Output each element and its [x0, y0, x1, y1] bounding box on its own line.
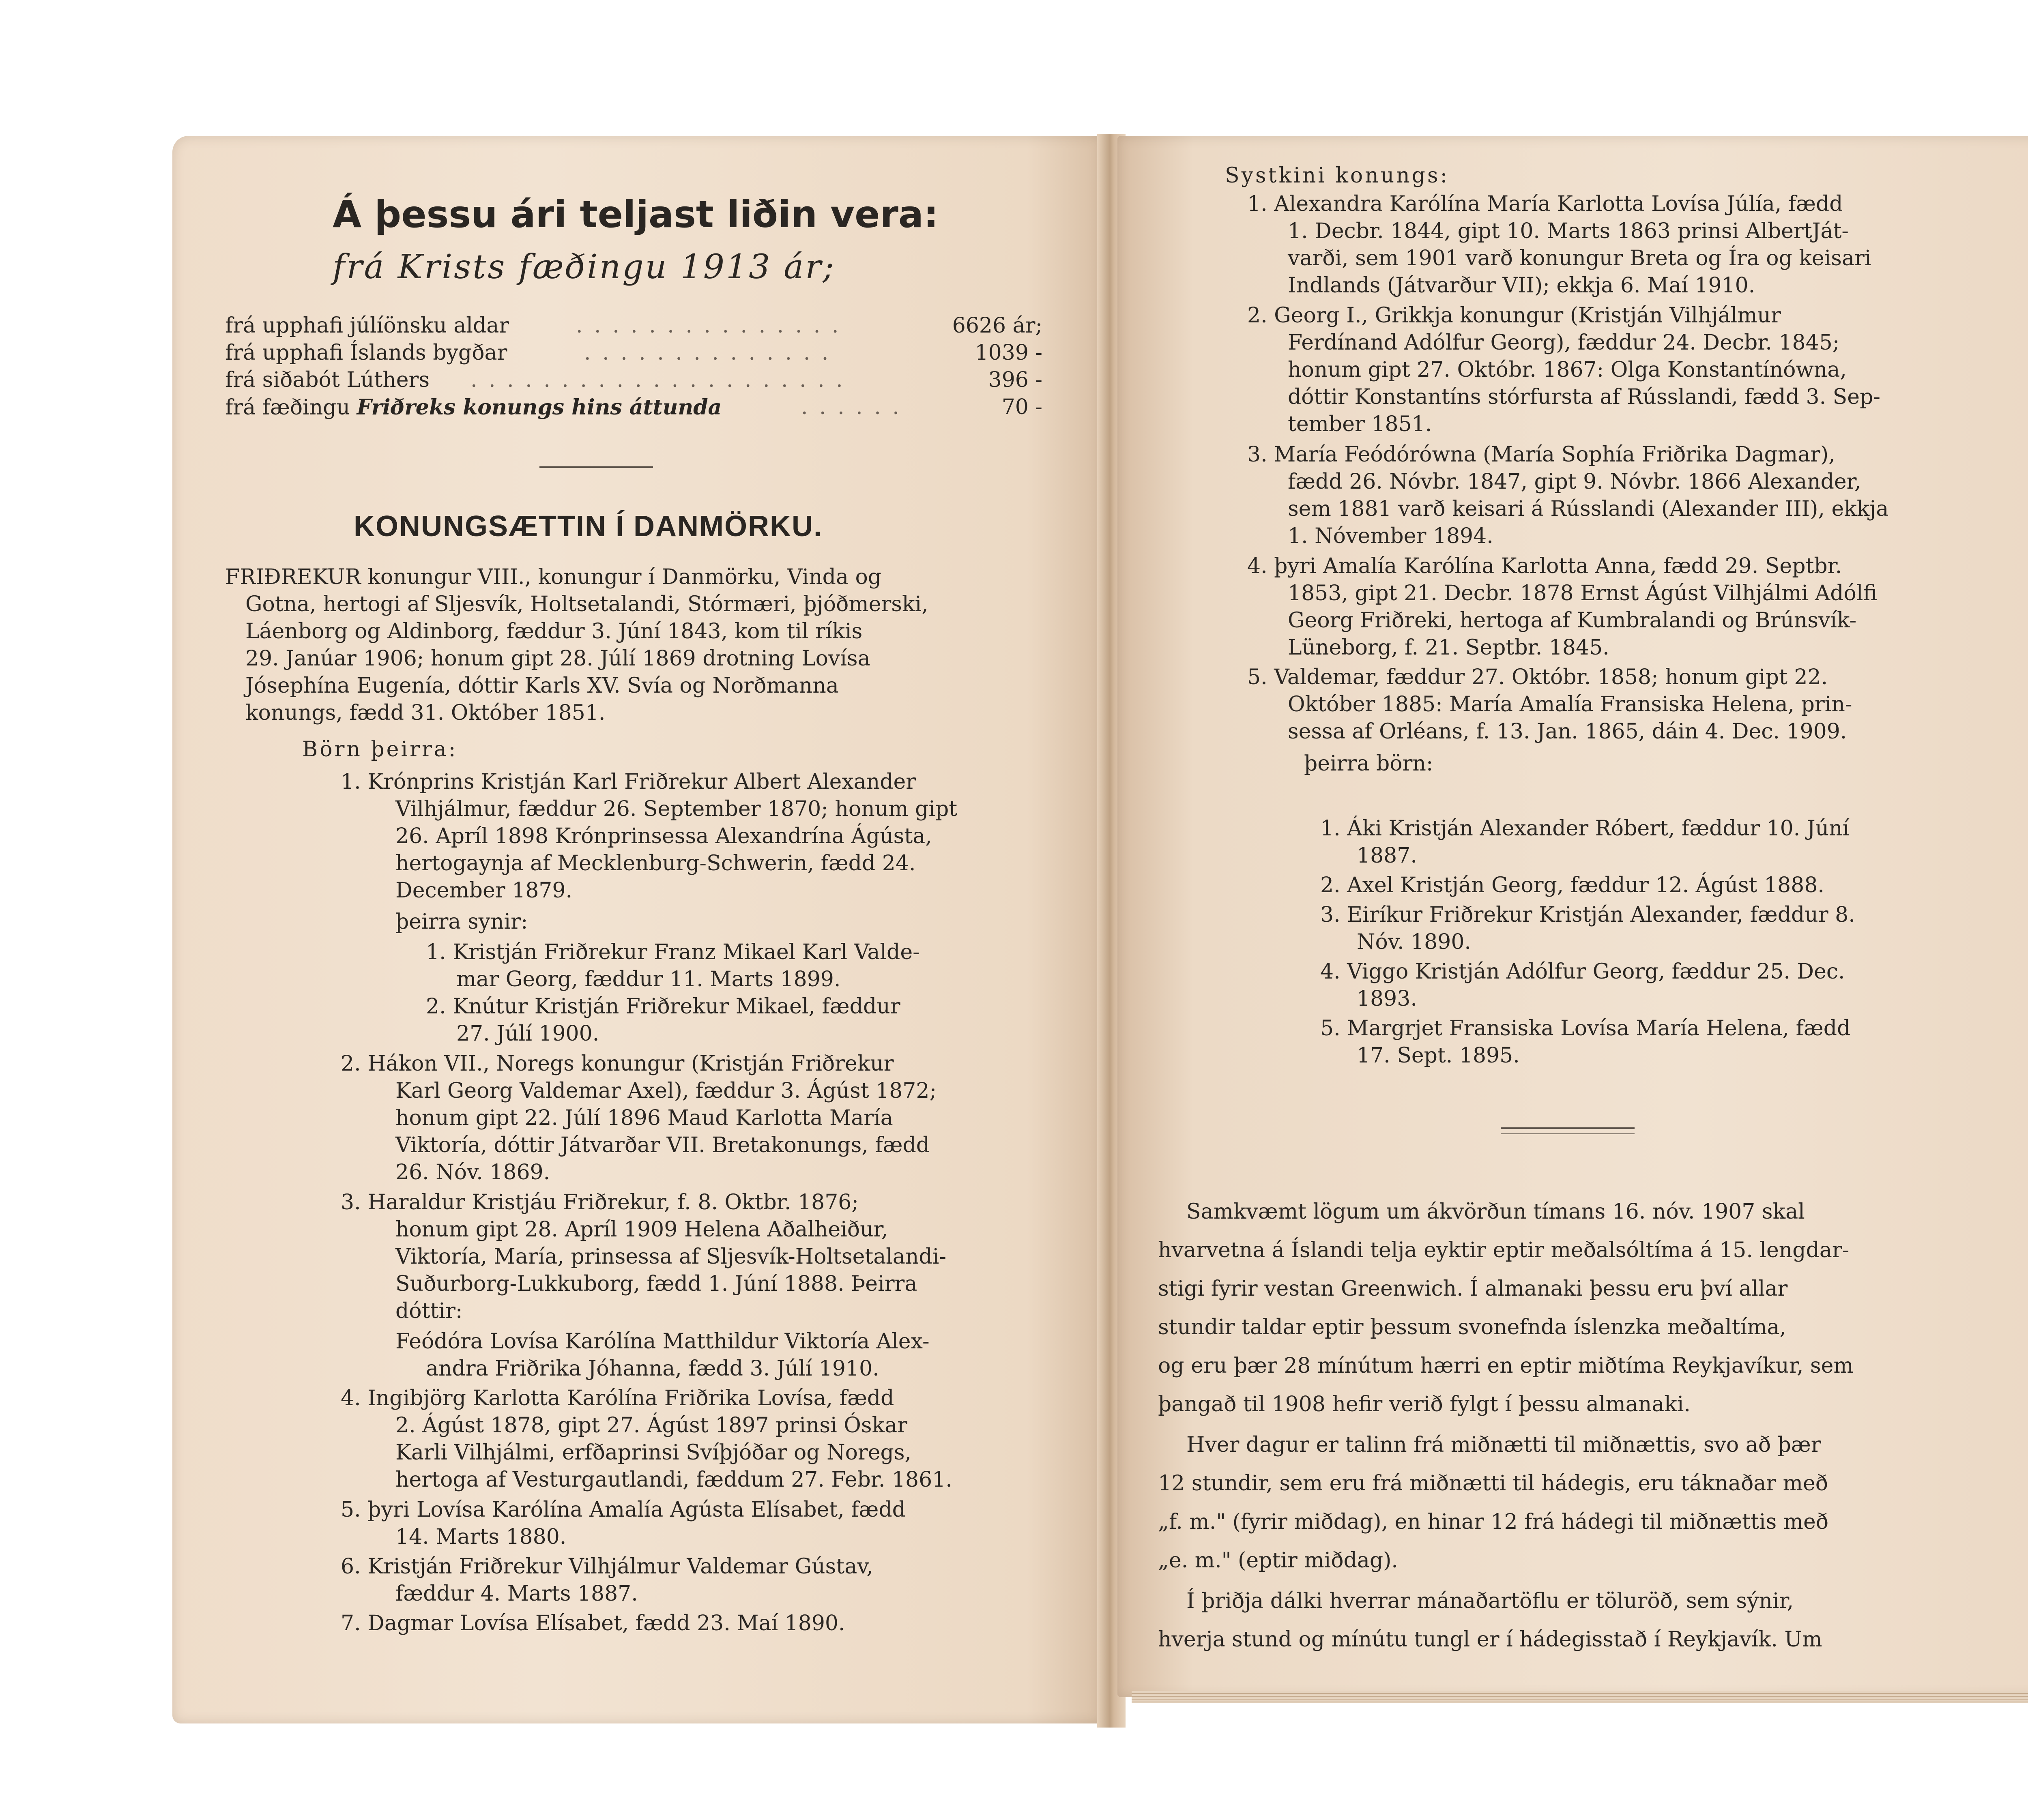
body-line: 5. Valdemar, fæddur 27. Októbr. 1858; honum gipt 22. — [1247, 665, 1828, 689]
body-line: Indlands (Játvarður VII); ekkja 6. Maí 1910. — [1288, 273, 1755, 298]
body-line: December 1879. — [395, 878, 572, 903]
body-line: 4. Viggo Kristján Adólfur Georg, fæddur 25. Dec. — [1320, 959, 1845, 984]
body-line: stundir taldar eptir þessum svonefnda íslenzka meðaltíma, — [1158, 1315, 1787, 1339]
body-line: 1. Krónprins Kristján Karl Friðrekur Albert Alexander — [341, 770, 916, 794]
body-line: Karli Vilhjálmi, erfðaprinsi Svíþjóðar og Noregs, — [395, 1440, 912, 1465]
body-line: 2. Hákon VII., Noregs konungur (Kristján Friðrekur — [341, 1052, 894, 1076]
body-line: sessa af Orléans, f. 13. Jan. 1865, dáin 4. Dec. 1909. — [1288, 719, 1847, 744]
body-line: 3. Eiríkur Friðrekur Kristján Alexander, fæddur 8. — [1320, 903, 1855, 927]
body-line: 29. Janúar 1906; honum gipt 28. Júlí 1869 drotning Lovísa — [245, 646, 870, 671]
body-line: dóttir: — [395, 1299, 463, 1323]
body-line: 7. Dagmar Lovísa Elísabet, fædd 23. Maí 1890. — [341, 1611, 845, 1635]
body-line: „e. m." (eptir miðdag). — [1158, 1548, 1398, 1573]
section-divider — [1501, 1127, 1635, 1129]
body-line: hertogaynja af Mecklenburg-Schwerin, fædd 24. — [395, 851, 916, 876]
era-row-value: 1039 - — [975, 341, 1042, 365]
body-line: honum gipt 28. Apríl 1909 Helena Aðalheiður, — [395, 1217, 888, 1242]
body-line: Hver dagur er talinn frá miðnætti til miðnættis, svo að þær — [1186, 1433, 1821, 1457]
body-line: Í þriðja dálki hverrar mánaðartöflu er töluröð, sem sýnir, — [1186, 1589, 1794, 1613]
section-divider — [539, 466, 653, 468]
body-line: 2. Georg I., Grikkja konungur (Kristján Vilhjálmur — [1247, 303, 1781, 328]
body-line: tember 1851. — [1288, 412, 1432, 436]
body-line: hverja stund og mínútu tungl er í hádegisstað í Reykjavík. Um — [1158, 1627, 1822, 1652]
leader-dots: . . . . . . — [801, 395, 902, 419]
era-row-label: frá upphafi júlíönsku aldar — [225, 313, 509, 338]
body-line: Börn þeirra: — [302, 737, 458, 762]
leader-dots: . . . . . . . . . . . . . . — [584, 341, 831, 365]
leader-dots: . . . . . . . . . . . . . . . — [576, 313, 841, 338]
section-divider — [1501, 1133, 1635, 1134]
body-line: 2. Axel Kristján Georg, fæddur 12. Ágúst 1888. — [1320, 873, 1824, 897]
body-line: þangað til 1908 hefir verið fylgt í þessu almanaki. — [1158, 1392, 1691, 1417]
body-line: 4. Ingibjörg Karlotta Karólína Friðrika Lovísa, fædd — [341, 1386, 894, 1410]
body-line: Láenborg og Aldinborg, fæddur 3. Júní 1843, kom til ríkis — [245, 619, 863, 644]
body-line: þeirra synir: — [395, 910, 528, 934]
body-line: Nóv. 1890. — [1357, 930, 1471, 954]
body-line: dóttir Konstantíns stórfursta af Rússlandi, fædd 3. Sep- — [1288, 385, 1880, 409]
body-line: hvarvetna á Íslandi telja eyktir eptir meðalsóltíma á 15. lengdar- — [1158, 1238, 1850, 1262]
body-line: 1. Áki Kristján Alexander Róbert, fæddur 10. Júní — [1320, 816, 1850, 841]
era-row-value: 396 - — [988, 368, 1042, 392]
page-subtitle: frá Krists fæðingu 1913 ár; — [333, 248, 836, 286]
body-line: fæddur 4. Marts 1887. — [395, 1582, 638, 1606]
body-line: 5. þyri Lovísa Karólína Amalía Agústa Elísabet, fædd — [341, 1498, 906, 1522]
body-line: 4. þyri Amalía Karólína Karlotta Anna, fædd 29. Septbr. — [1247, 554, 1842, 578]
body-line: þeirra börn: — [1304, 751, 1433, 776]
era-row-label-italic: Friðreks konungs hins áttunda — [357, 395, 722, 420]
page-title: Á þessu ári teljast liðin vera: — [333, 193, 939, 236]
body-line: Viktoría, María, prinsessa af Sljesvík-Holtsetalandi- — [395, 1245, 946, 1269]
body-line: Suðurborg-Lukkuborg, fædd 1. Júní 1888. Þeirra — [395, 1272, 917, 1296]
body-line: Viktoría, dóttir Játvarðar VII. Bretakonungs, fædd — [395, 1133, 930, 1157]
body-line: 5. Margrjet Fransiska Lovísa María Helena, fædd — [1320, 1016, 1851, 1041]
era-row-value: 70 - — [1001, 395, 1042, 419]
body-line: Gotna, hertogi af Sljesvík, Holtsetalandi, Stórmæri, þjóðmerski, — [245, 592, 928, 616]
body-line: mar Georg, fæddur 11. Marts 1899. — [456, 967, 841, 992]
body-line: 27. Júlí 1900. — [456, 1022, 599, 1046]
era-row-label: frá siðabót Lúthers — [225, 368, 430, 392]
body-line: „f. m." (fyrir miðdag), en hinar 12 frá hádegi til miðnættis með — [1158, 1510, 1829, 1534]
body-line: 1887. — [1357, 843, 1417, 868]
body-line: 1. Alexandra Karólína María Karlotta Lovísa Júlía, fædd — [1247, 192, 1843, 216]
body-line: 26. Apríl 1898 Krónprinsessa Alexandrína Ágústa, — [395, 824, 932, 848]
body-line: Feódóra Lovísa Karólína Matthildur Viktoría Alex- — [395, 1329, 930, 1354]
body-line: Georg Friðreki, hertoga af Kumbralandi og Brúnsvík- — [1288, 608, 1857, 633]
body-line: andra Friðrika Jóhanna, fædd 3. Júlí 1910. — [426, 1356, 879, 1381]
body-line: 2. Ágúst 1878, gipt 27. Ágúst 1897 prinsi Óskar — [395, 1413, 907, 1438]
body-line: FRIÐREKUR konungur VIII., konungur í Danmörku, Vinda og — [225, 565, 882, 589]
body-line: 3. Haraldur Kristjáu Friðrekur, f. 8. Oktbr. 1876; — [341, 1190, 859, 1215]
body-line: konungs, fædd 31. Október 1851. — [245, 701, 606, 725]
body-line: 1. Kristján Friðrekur Franz Mikael Karl Valde- — [426, 940, 920, 964]
era-row-label — [225, 394, 722, 421]
body-line: Jósephína Eugenía, dóttir Karls XV. Svía og Norðmanna — [245, 674, 839, 698]
body-line: Systkini konungs: — [1225, 163, 1450, 188]
body-line: 12 stundir, sem eru frá miðnætti til hádegis, eru táknaðar með — [1158, 1471, 1828, 1496]
body-line: 26. Nóv. 1869. — [395, 1160, 550, 1185]
body-line: honum gipt 27. Októbr. 1867: Olga Konstantínówna, — [1288, 358, 1847, 382]
body-line: Vilhjálmur, fæddur 26. September 1870; honum gipt — [395, 797, 958, 821]
body-line: 14. Marts 1880. — [395, 1525, 567, 1549]
body-line: hertoga af Vesturgautlandi, fæddum 27. Febr. 1861. — [395, 1468, 952, 1492]
era-row-value: 6626 ár; — [952, 313, 1042, 338]
body-line: sem 1881 varð keisari á Rússlandi (Alexander III), ekkja — [1288, 497, 1889, 521]
era-row-label-pre: frá fæðingu — [225, 395, 357, 420]
body-line: 6. Kristján Friðrekur Vilhjálmur Valdemar Gústav, — [341, 1554, 873, 1579]
body-line: varði, sem 1901 varð konungur Breta og Íra og keisari — [1288, 246, 1871, 270]
body-line: fædd 26. Nóvbr. 1847, gipt 9. Nóvbr. 1866 Alexander, — [1288, 470, 1861, 494]
section-heading: KONUNGSÆTTIN Í DANMÖRKU. — [354, 510, 823, 543]
body-line: honum gipt 22. Júlí 1896 Maud Karlotta María — [395, 1106, 893, 1130]
body-line: stigi fyrir vestan Greenwich. Í almanaki þessu eru því allar — [1158, 1277, 1788, 1301]
body-line: Ferdínand Adólfur Georg), fæddur 24. Decbr. 1845; — [1288, 331, 1840, 355]
body-line: 1. Decbr. 1844, gipt 10. Marts 1863 prinsi AlbertJát- — [1288, 219, 1849, 243]
era-row-label: frá upphafi Íslands bygðar — [225, 341, 507, 365]
page-edge-bottom — [1132, 1691, 2028, 1703]
leader-dots: . . . . . . . . . . . . . . . . . . . . . — [470, 368, 845, 392]
body-line: 1. Nóvember 1894. — [1288, 524, 1493, 548]
body-line: 17. Sept. 1895. — [1357, 1043, 1520, 1068]
body-line: Október 1885: María Amalía Fransiska Helena, prin- — [1288, 692, 1852, 717]
body-line: Lüneborg, f. 21. Septbr. 1845. — [1288, 635, 1609, 660]
body-line: og eru þær 28 mínútum hærri en eptir miðtíma Reykjavíkur, sem — [1158, 1354, 1854, 1378]
body-line: 1893. — [1357, 987, 1417, 1011]
body-line: 1853, gipt 21. Decbr. 1878 Ernst Ágúst Vilhjálmi Adólfi — [1288, 581, 1878, 605]
body-line: 3. María Feódórówna (María Sophía Friðrika Dagmar), — [1247, 442, 1835, 467]
body-line: Samkvæmt lögum um ákvörðun tímans 16. nóv. 1907 skal — [1186, 1200, 1805, 1224]
body-line: Karl Georg Valdemar Axel), fæddur 3. Ágúst 1872; — [395, 1079, 937, 1103]
body-line: 2. Knútur Kristján Friðrekur Mikael, fæddur — [426, 994, 900, 1019]
